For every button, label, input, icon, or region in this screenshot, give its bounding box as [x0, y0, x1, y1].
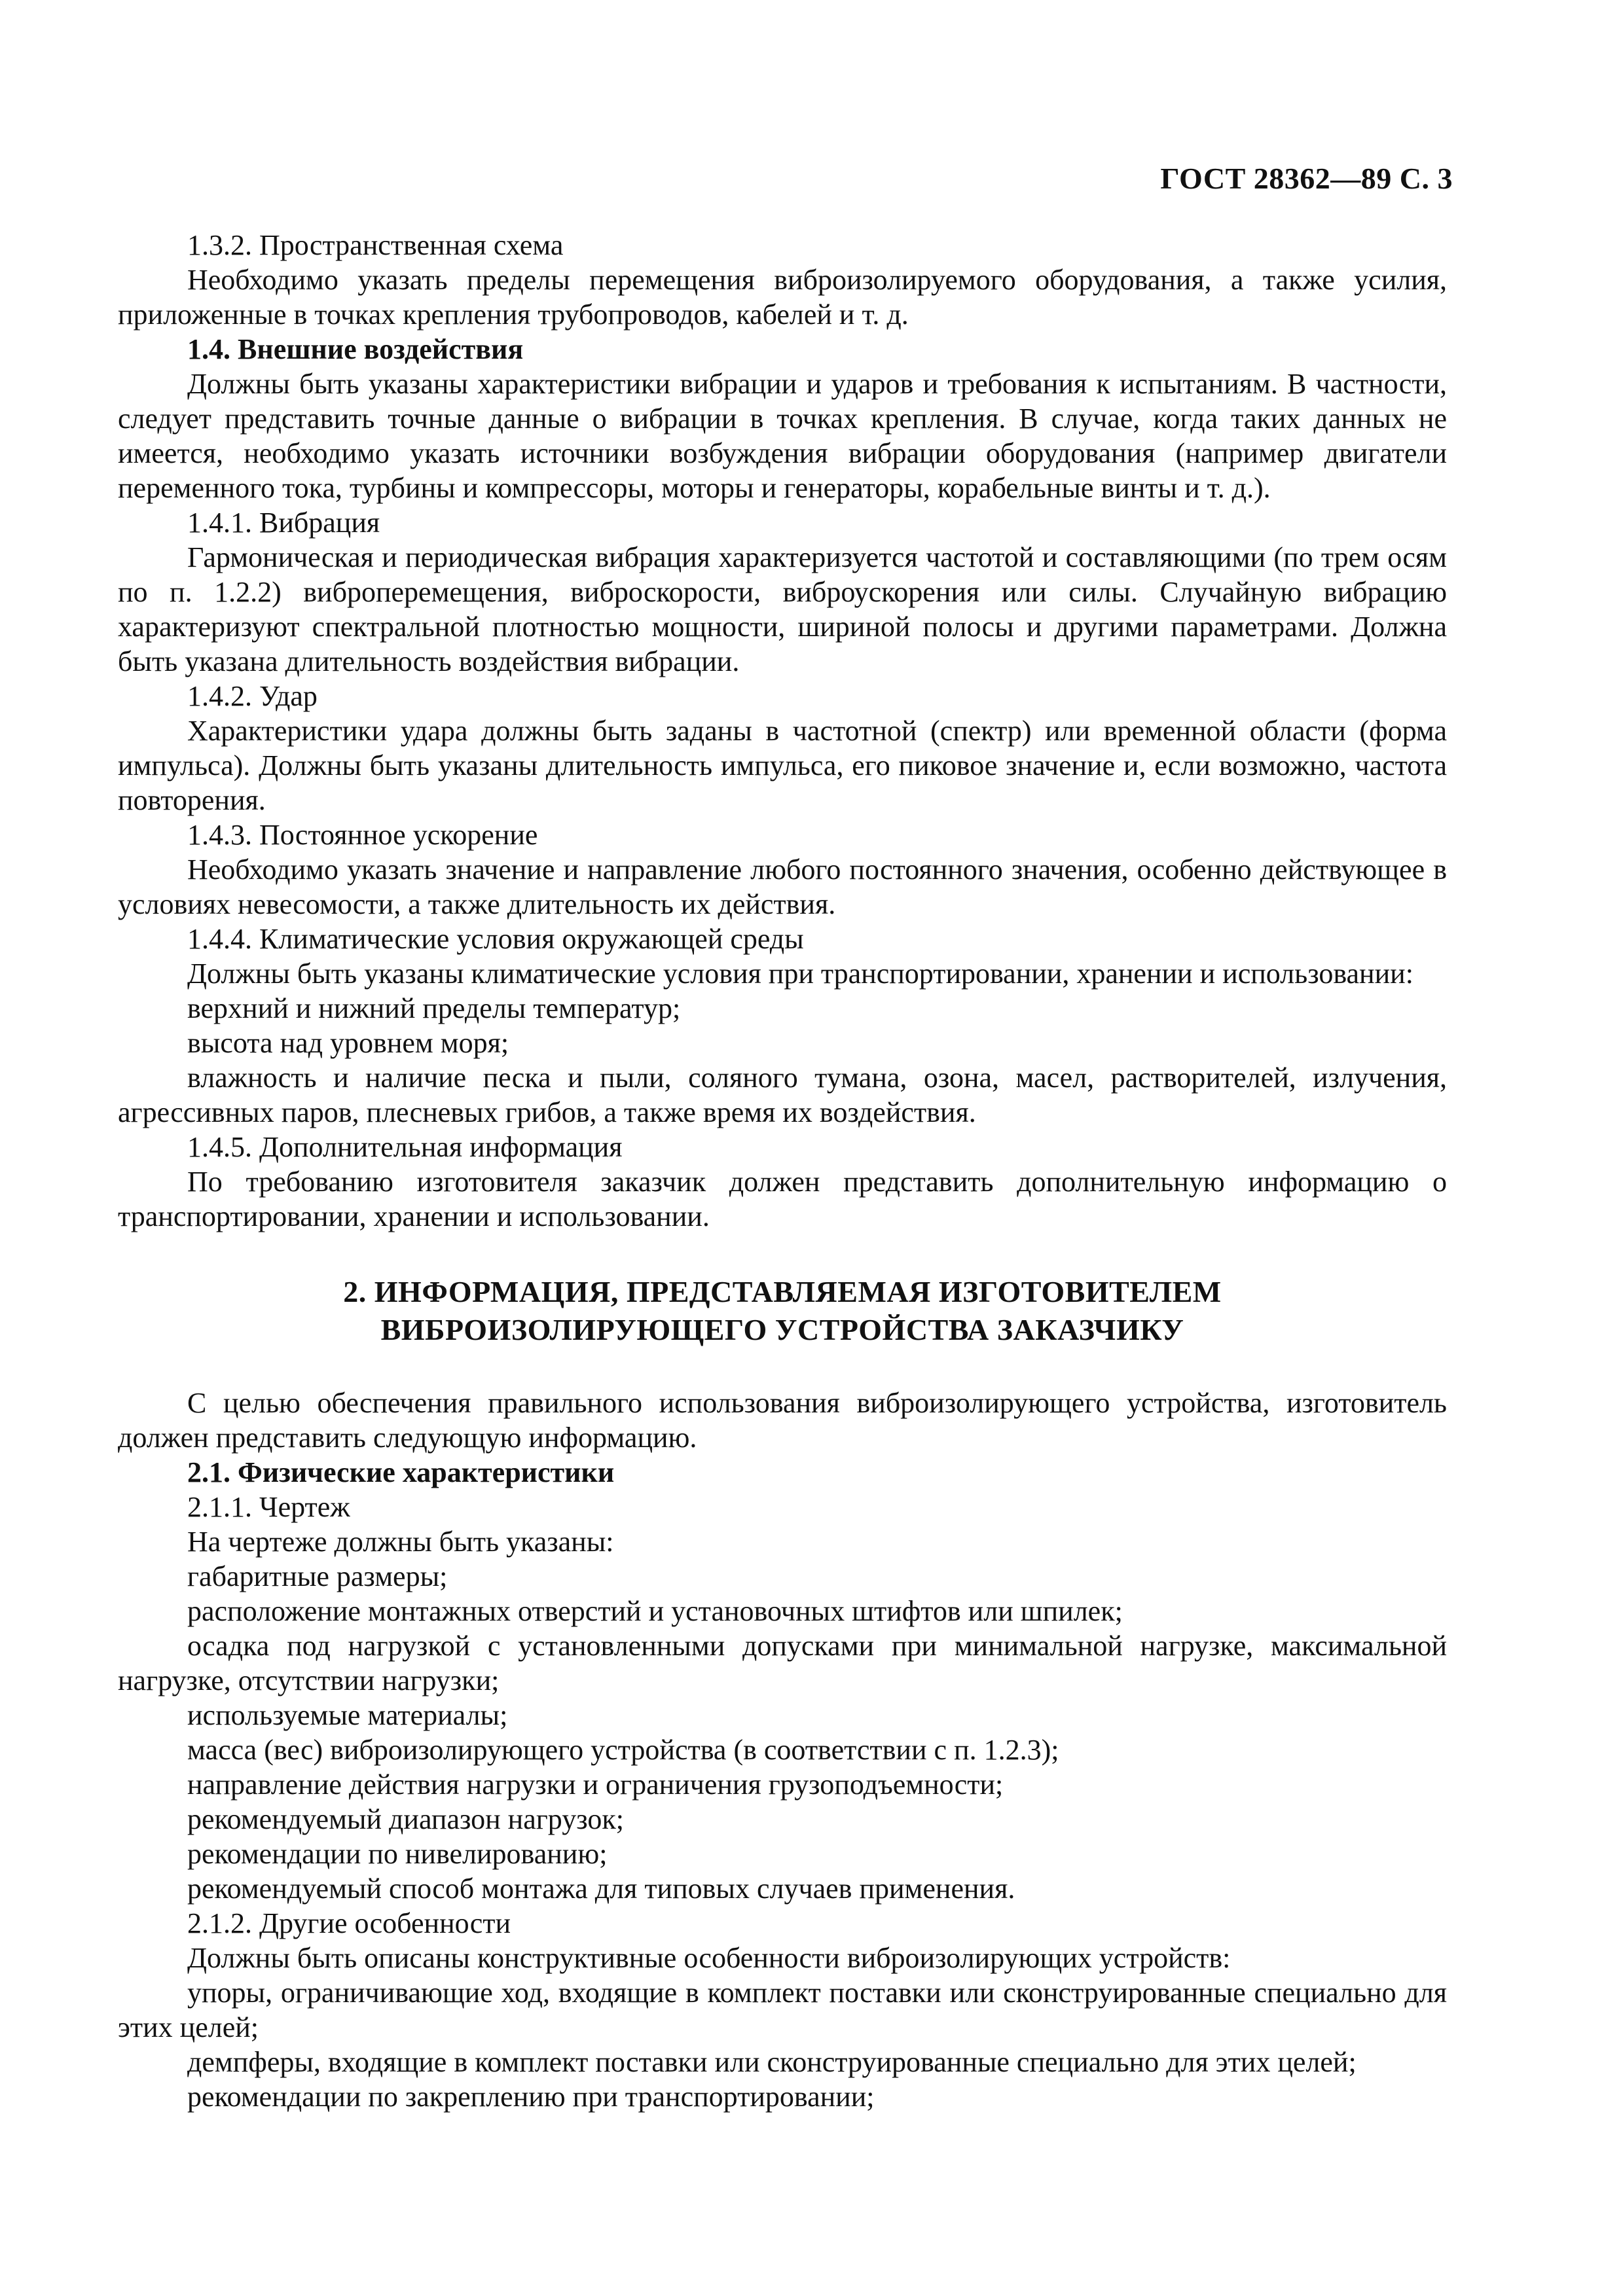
- subsection-title: 1.4.5. Дополнительная информация: [187, 1131, 623, 1163]
- list-item: высота над уровнем моря;: [187, 1027, 509, 1059]
- paragraph: Должны быть указаны климатические условия при транспортировании, хранении и использовании:: [187, 958, 1413, 990]
- section-heading-line: ВИБРОИЗОЛИРУЮЩЕГО УСТРОЙСТВА ЗАКАЗЧИКУ: [380, 1313, 1184, 1346]
- list-item: габаритные размеры;: [187, 1560, 448, 1592]
- list-item: рекомендации по нивелированию;: [187, 1838, 608, 1870]
- paragraph: Необходимо указать пределы перемещения виброизолируемого оборудования, а также усилия, приложенные в точках крепления трубопроводов, кабелей и т. д.: [118, 264, 1447, 331]
- subsection-title: 1.4.3. Постоянное ускорение: [187, 819, 538, 851]
- section-heading: [118, 1273, 1447, 1349]
- subsection-title: 2.1.2. Другие особенности: [187, 1907, 511, 1939]
- subsection-title: 1.4.2. Удар: [187, 680, 318, 712]
- page-header: ГОСТ 28362—89 С. 3: [1160, 162, 1453, 195]
- list-item: рекомендуемый способ монтажа для типовых случаев применения.: [187, 1873, 1015, 1905]
- list-item: упоры, ограничивающие ход, входящие в комплект поставки или сконструированные специально для этих целей;: [118, 1977, 1447, 2043]
- paragraph: Должны быть указаны характеристики вибрации и ударов и требования к испытаниям. В частности, следует представить точные данные о вибрации в точках крепления. В случае, когда таких данных не имеется, необходимо указать источники возбуждения вибрации оборудования (например двигатели переменного тока, турбины и компрессоры, моторы и генераторы, корабельные винты и т. д.).: [118, 368, 1447, 504]
- paragraph: Должны быть описаны конструктивные особенности виброизолирующих устройств:: [187, 1942, 1231, 1974]
- list-item: влажность и наличие песка и пыли, соляного тумана, озона, масел, растворителей, излучения, агрессивных паров, плесневых грибов, а также время их воздействия.: [118, 1062, 1447, 1128]
- subsection-title: 1.3.2. Пространственная схема: [187, 229, 564, 261]
- paragraph: Необходимо указать значение и направление любого постоянного значения, особенно действующее в условиях невесомости, а также длительность их действия.: [118, 853, 1447, 920]
- list-item: направление действия нагрузки и ограничения грузоподъемности;: [187, 1768, 1004, 1801]
- paragraph: По требованию изготовителя заказчик должен представить дополнительную информацию о транспортировании, хранении и использовании.: [118, 1166, 1447, 1232]
- list-item: демпферы, входящие в комплект поставки или сконструированные специально для этих целей;: [187, 2046, 1357, 2078]
- subsection-title: 1.4.4. Климатические условия окружающей среды: [187, 923, 804, 955]
- paragraph: С целью обеспечения правильного использования виброизолирующего устройства, изготовитель должен представить следующую информацию.: [118, 1387, 1447, 1454]
- list-item: осадка под нагрузкой с установленными допусками при минимальной нагрузке, максимальной нагрузке, отсутствии нагрузки;: [118, 1630, 1447, 1696]
- subsection-title: 2.1.1. Чертеж: [187, 1491, 350, 1523]
- section-heading-line: 2. ИНФОРМАЦИЯ, ПРЕДСТАВЛЯЕМАЯ ИЗГОТОВИТЕЛЕМ: [343, 1275, 1222, 1308]
- list-item: верхний и нижний пределы температур;: [187, 992, 681, 1024]
- subsection-title: 1.4.1. Вибрация: [187, 507, 380, 539]
- section-title: 1.4. Внешние воздействия: [187, 333, 524, 365]
- list-item: рекомендации по закреплению при транспортировании;: [187, 2081, 875, 2113]
- paragraph: Характеристики удара должны быть заданы в частотной (спектр) или временной области (форма импульса). Должны быть указаны длительность импульса, его пиковое значение и, если возможно, частота повторения.: [118, 715, 1447, 816]
- list-item: рекомендуемый диапазон нагрузок;: [187, 1803, 624, 1835]
- paragraph: Гармоническая и периодическая вибрация характеризуется частотой и составляющими (по трем осям по п. 1.2.2) виброперемещения, виброскорости, виброускорения или силы. Случайную вибрацию характеризуют спектральной плотностью мощности, шириной полосы и другими параметрами. Должна быть указана длительность воздействия вибрации.: [118, 541, 1447, 677]
- section-title: 2.1. Физические характеристики: [187, 1456, 615, 1488]
- list-item: используемые материалы;: [187, 1699, 508, 1731]
- list-item: расположение монтажных отверстий и установочных штифтов или шпилек;: [187, 1595, 1123, 1627]
- document-body: [118, 228, 1447, 2114]
- list-item: масса (вес) виброизолирующего устройства (в соответствии с п. 1.2.3);: [187, 1734, 1059, 1766]
- paragraph: На чертеже должны быть указаны:: [187, 1526, 614, 1558]
